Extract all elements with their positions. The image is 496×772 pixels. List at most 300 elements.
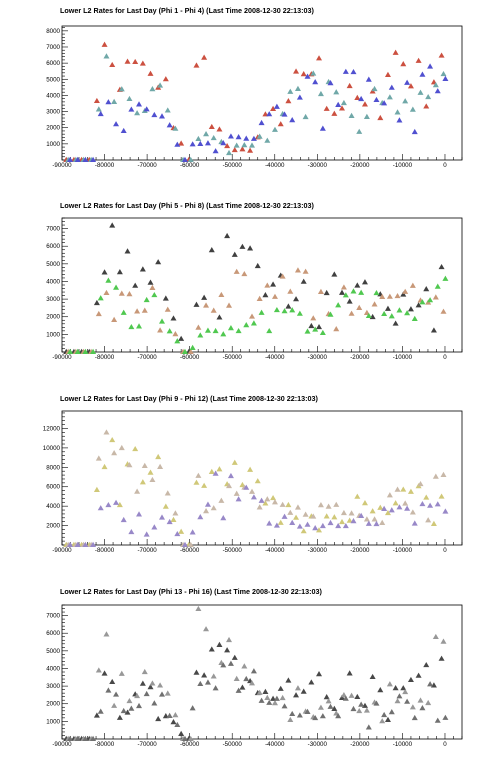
data-point <box>326 504 332 509</box>
data-point <box>410 283 416 288</box>
data-point <box>205 502 211 507</box>
data-point <box>163 76 169 81</box>
data-point <box>324 694 330 699</box>
data-point <box>339 519 345 524</box>
data-point <box>350 706 356 711</box>
data-point <box>149 477 155 482</box>
data-point <box>418 90 424 95</box>
data-point <box>343 69 349 74</box>
data-point <box>356 305 362 310</box>
x-tick-label: -10000 <box>392 162 413 169</box>
data-point <box>410 509 416 514</box>
data-point <box>439 656 445 661</box>
data-point <box>167 328 173 333</box>
series-3 <box>67 661 448 741</box>
data-point <box>297 523 303 528</box>
data-point <box>103 429 109 434</box>
data-point <box>364 707 370 712</box>
data-point <box>297 311 303 316</box>
x-tick-label: -80000 <box>94 354 115 361</box>
data-point <box>121 310 127 315</box>
data-point <box>372 86 378 91</box>
data-point <box>389 313 395 318</box>
data-point <box>211 673 217 678</box>
data-point <box>117 715 123 720</box>
data-point <box>251 494 257 499</box>
series-1 <box>63 642 444 741</box>
data-point <box>239 684 245 689</box>
data-point <box>282 703 288 708</box>
data-point <box>259 698 265 703</box>
data-point <box>395 698 401 703</box>
data-point <box>324 106 330 111</box>
data-point <box>316 324 322 329</box>
data-point <box>262 292 268 297</box>
data-point <box>232 655 238 660</box>
data-point <box>427 503 433 508</box>
data-point <box>293 296 299 301</box>
data-point <box>373 521 379 526</box>
data-point <box>209 247 215 252</box>
data-point <box>159 113 165 118</box>
data-point <box>395 487 401 492</box>
data-point <box>372 301 378 306</box>
data-point <box>213 685 219 690</box>
plot-frame <box>62 218 462 352</box>
data-point <box>318 289 324 294</box>
data-point <box>264 138 270 143</box>
data-point <box>140 266 146 271</box>
data-point <box>295 86 301 91</box>
data-point <box>439 52 445 57</box>
data-point <box>362 101 368 106</box>
data-point <box>234 491 240 496</box>
data-point <box>442 276 448 281</box>
x-tick-label: -60000 <box>180 547 200 554</box>
data-point <box>205 328 211 333</box>
data-point <box>440 472 446 477</box>
data-point <box>211 505 217 510</box>
data-point <box>418 697 424 702</box>
y-tick-label: 5000 <box>46 647 60 655</box>
data-point <box>197 141 203 146</box>
data-point <box>301 71 307 76</box>
data-point <box>144 691 150 696</box>
data-point <box>151 292 157 297</box>
data-point <box>282 308 288 313</box>
x-tick-label: -90000 <box>52 162 72 169</box>
data-point <box>178 529 184 534</box>
data-point <box>243 322 249 327</box>
data-point <box>419 71 425 76</box>
data-point <box>226 302 232 307</box>
data-point <box>442 715 448 720</box>
data-point <box>295 267 301 272</box>
data-point <box>105 278 111 283</box>
data-point <box>167 713 173 718</box>
data-point <box>341 284 347 289</box>
data-point <box>339 290 345 295</box>
data-point <box>387 94 393 99</box>
data-point <box>318 91 324 96</box>
data-point <box>128 324 134 329</box>
data-point <box>170 719 176 724</box>
data-point <box>140 479 146 484</box>
data-point <box>404 80 410 85</box>
data-point <box>205 679 211 684</box>
data-point <box>349 510 355 515</box>
data-point <box>416 58 422 63</box>
data-point <box>178 336 184 341</box>
x-tick-label: -40000 <box>265 162 285 169</box>
data-point <box>249 142 255 147</box>
y-tick-label: 5000 <box>46 260 60 268</box>
data-point <box>303 512 309 517</box>
data-point <box>134 308 140 313</box>
data-point <box>366 724 372 729</box>
data-point <box>144 531 150 536</box>
x-tick-label: -10000 <box>392 354 413 361</box>
y-tick-label: 7000 <box>46 43 60 51</box>
data-point <box>159 318 165 323</box>
data-point <box>362 279 368 284</box>
data-point <box>412 520 418 525</box>
data-point <box>149 680 155 685</box>
data-point <box>197 681 203 686</box>
y-tick-label: 6000 <box>46 483 60 491</box>
x-tick-label: 0 <box>443 354 447 361</box>
data-point <box>151 700 157 705</box>
data-point <box>280 502 286 507</box>
data-point <box>148 469 154 474</box>
data-point <box>96 667 102 672</box>
y-tick-label: 4000 <box>46 92 60 100</box>
data-point <box>349 113 355 118</box>
data-point <box>320 125 326 130</box>
data-point <box>350 288 356 293</box>
data-point <box>287 510 293 515</box>
data-point <box>190 705 196 710</box>
x-tick-label: -20000 <box>350 354 370 361</box>
data-point <box>151 524 157 529</box>
data-point <box>402 500 408 505</box>
data-point <box>358 290 364 295</box>
data-point <box>370 508 376 513</box>
data-point <box>136 101 142 106</box>
data-point <box>385 72 391 77</box>
x-tick-label: -60000 <box>180 741 200 748</box>
data-point <box>165 490 171 495</box>
data-point <box>289 520 295 525</box>
data-point <box>178 731 184 736</box>
data-point <box>427 297 433 302</box>
data-point <box>423 103 429 108</box>
data-point <box>247 467 253 472</box>
data-point <box>142 308 148 313</box>
data-point <box>195 136 201 141</box>
chart-title: Lower L2 Rates for Last Day (Phi 5 - Phi 8) (Last Time 2008-12-30 22:13:03) <box>60 201 314 210</box>
y-tick-label: 7000 <box>46 225 60 233</box>
data-point <box>125 59 131 64</box>
data-point <box>350 69 356 74</box>
data-point <box>98 295 104 300</box>
x-tick-label: -60000 <box>180 162 200 169</box>
data-point <box>316 55 322 60</box>
x-tick-label: -80000 <box>94 741 115 748</box>
data-point <box>236 496 242 501</box>
data-point <box>220 515 226 520</box>
data-point <box>121 128 127 133</box>
data-point <box>103 631 109 636</box>
data-point <box>427 681 433 686</box>
x-tick-label: -20000 <box>350 741 370 748</box>
data-point <box>197 332 203 337</box>
data-point <box>395 293 401 298</box>
x-tick-label: -30000 <box>307 162 327 169</box>
data-point <box>324 513 330 518</box>
data-point <box>111 99 117 104</box>
data-point <box>247 147 253 152</box>
data-point <box>297 712 303 717</box>
data-point <box>310 315 316 320</box>
data-point <box>111 450 117 455</box>
data-point <box>209 124 215 129</box>
data-point <box>408 306 414 311</box>
data-point <box>239 244 245 249</box>
y-tick-label: 2000 <box>46 124 60 132</box>
x-tick-label: -50000 <box>222 354 242 361</box>
data-point <box>293 515 299 520</box>
data-point <box>395 109 401 114</box>
y-tick-label: 6000 <box>46 243 60 251</box>
data-point <box>193 670 199 675</box>
data-point <box>203 302 209 307</box>
data-point <box>155 259 161 264</box>
x-tick-label: -70000 <box>137 162 157 169</box>
data-point <box>303 269 309 274</box>
data-point <box>356 129 362 134</box>
data-point <box>148 280 154 285</box>
data-point <box>389 85 395 90</box>
data-point <box>113 121 119 126</box>
data-point <box>220 331 226 336</box>
data-point <box>105 502 111 507</box>
data-point <box>96 455 102 460</box>
data-point <box>400 486 406 491</box>
data-point <box>201 295 207 300</box>
data-point <box>331 514 337 519</box>
chart-panel-4 <box>46 587 462 748</box>
series-2 <box>65 429 446 547</box>
data-point <box>293 692 299 697</box>
data-point <box>157 682 163 687</box>
data-point <box>216 466 222 471</box>
x-tick-label: -20000 <box>350 547 370 554</box>
data-point <box>190 141 196 146</box>
data-point <box>228 473 234 478</box>
data-point <box>301 279 307 284</box>
y-tick-label: 4000 <box>46 503 60 511</box>
data-point <box>349 693 355 698</box>
data-point <box>243 676 249 681</box>
data-point <box>282 514 288 519</box>
data-point <box>228 325 234 330</box>
data-point <box>301 688 307 693</box>
data-point <box>308 323 314 328</box>
data-point <box>362 500 368 505</box>
data-point <box>366 77 372 82</box>
chart-panel-3 <box>43 394 462 554</box>
data-point <box>105 99 111 104</box>
data-point <box>111 317 117 322</box>
data-point <box>404 699 410 704</box>
data-point <box>140 60 146 65</box>
data-point <box>148 71 154 76</box>
data-point <box>341 510 347 515</box>
data-point <box>128 106 134 111</box>
chart-title: Lower L2 Rates for Last Day (Phi 13 - Phi 16) (Last Time 2008-12-30 22:13:03) <box>60 587 322 596</box>
data-point <box>381 311 387 316</box>
data-point <box>259 310 265 315</box>
data-point <box>410 107 416 112</box>
data-point <box>125 248 131 253</box>
data-point <box>431 327 437 332</box>
data-point <box>94 300 100 305</box>
data-point <box>266 328 272 333</box>
data-point <box>341 100 347 105</box>
y-tick-label: 6000 <box>46 630 60 638</box>
x-tick-label: 0 <box>443 547 447 554</box>
data-point <box>312 525 318 530</box>
y-tick-label: 2000 <box>46 522 60 530</box>
data-point <box>423 662 429 667</box>
data-point <box>400 61 406 66</box>
data-point <box>149 285 155 290</box>
y-tick-label: 8000 <box>46 464 60 472</box>
data-point <box>347 83 353 88</box>
data-point <box>373 97 379 102</box>
data-point <box>216 126 222 131</box>
y-tick-label: 1000 <box>46 331 60 339</box>
data-point <box>347 298 353 303</box>
x-tick-label: -50000 <box>222 162 242 169</box>
data-point <box>396 307 402 312</box>
x-tick-label: -90000 <box>52 741 72 748</box>
data-point <box>440 71 446 76</box>
x-tick-label: -90000 <box>52 547 72 554</box>
data-point <box>423 286 429 291</box>
data-point <box>117 269 123 274</box>
y-tick-label: 8000 <box>46 27 60 35</box>
data-point <box>435 88 441 93</box>
data-point <box>289 711 295 716</box>
data-point <box>396 117 402 122</box>
x-tick-label: -50000 <box>222 741 242 748</box>
data-point <box>377 115 383 120</box>
data-point <box>389 507 395 512</box>
y-tick-label: 7000 <box>46 612 60 620</box>
data-point <box>128 529 134 534</box>
data-point <box>241 271 247 276</box>
data-point <box>285 677 291 682</box>
data-point <box>262 689 268 694</box>
data-point <box>232 460 238 465</box>
data-point <box>234 676 240 681</box>
data-point <box>412 129 418 134</box>
x-tick-label: -10000 <box>392 741 413 748</box>
x-tick-label: -10000 <box>392 547 413 554</box>
data-point <box>287 89 293 94</box>
data-point <box>165 107 171 112</box>
data-point <box>98 505 104 510</box>
data-point <box>121 517 127 522</box>
chart-panel-1 <box>46 6 462 169</box>
data-point <box>103 290 109 295</box>
x-tick-label: -70000 <box>137 354 157 361</box>
data-point <box>387 294 393 299</box>
data-point <box>132 59 138 64</box>
data-point <box>249 313 255 318</box>
data-point <box>331 271 337 276</box>
data-point <box>228 661 234 666</box>
data-point <box>320 330 326 335</box>
y-tick-label: 1000 <box>46 140 60 148</box>
data-point <box>134 110 140 115</box>
data-point <box>103 53 109 58</box>
data-point <box>287 717 293 722</box>
data-point <box>228 133 234 138</box>
data-point <box>440 638 446 643</box>
y-tick-label: 3000 <box>46 108 60 116</box>
data-point <box>157 464 163 469</box>
data-point <box>354 494 360 499</box>
data-point <box>264 695 270 700</box>
data-point <box>393 500 399 505</box>
data-point <box>96 106 102 111</box>
data-point <box>121 708 127 713</box>
data-point <box>94 487 100 492</box>
series-1 <box>63 222 444 354</box>
data-point <box>272 127 278 132</box>
x-tick-label: -40000 <box>265 741 285 748</box>
data-point <box>270 281 276 286</box>
data-point <box>236 134 242 139</box>
data-point <box>381 712 387 717</box>
data-point <box>293 68 299 73</box>
data-point <box>435 501 441 506</box>
data-point <box>285 303 291 308</box>
data-point <box>136 323 142 328</box>
data-point <box>140 681 146 686</box>
data-point <box>320 713 326 718</box>
data-point <box>278 686 284 691</box>
data-point <box>249 489 255 494</box>
data-point <box>259 498 265 503</box>
data-point <box>278 121 284 126</box>
data-point <box>102 42 108 47</box>
data-point <box>308 679 314 684</box>
data-point <box>280 695 286 700</box>
x-tick-label: -90000 <box>52 354 72 361</box>
data-point <box>435 284 441 289</box>
data-point <box>373 290 379 295</box>
data-point <box>113 691 119 696</box>
data-point <box>427 63 433 68</box>
data-point <box>412 316 418 321</box>
data-point <box>439 493 445 498</box>
data-point <box>144 297 150 302</box>
data-point <box>94 98 100 103</box>
